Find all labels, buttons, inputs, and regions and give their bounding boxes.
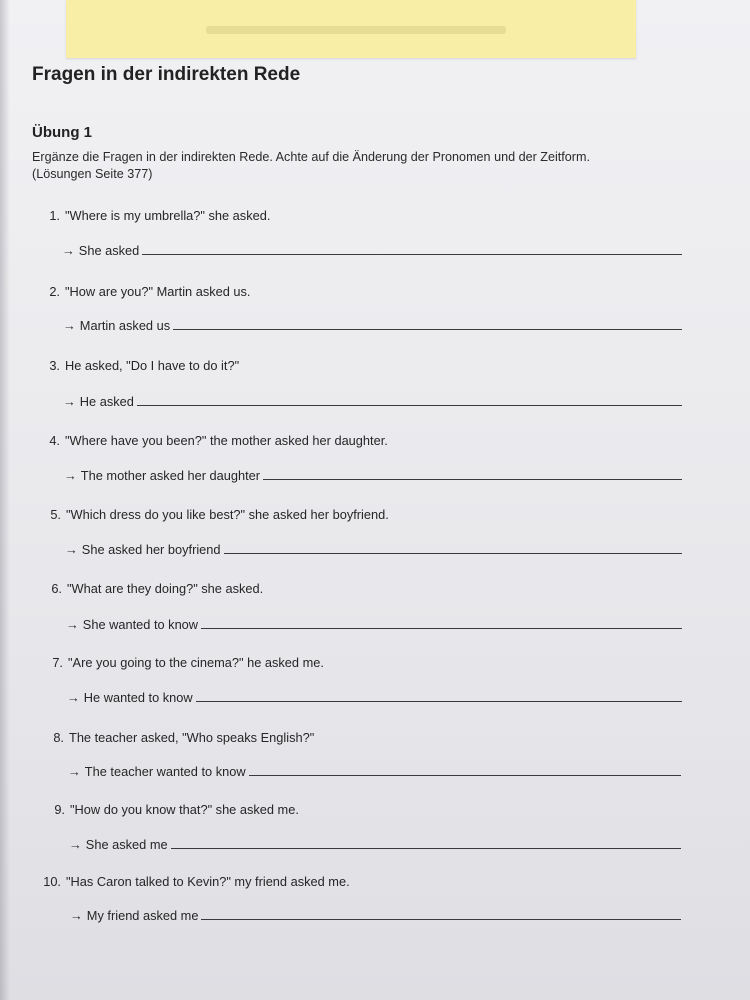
answer-blank[interactable] xyxy=(137,405,682,406)
answer-prompt: She asked her boyfriend xyxy=(81,542,221,557)
arrow-right-icon: → xyxy=(69,837,82,852)
answer-prompt: He asked xyxy=(79,394,134,409)
arrow-right-icon: → xyxy=(66,617,79,632)
question-3 xyxy=(40,358,239,373)
answer-blank[interactable] xyxy=(224,553,682,554)
answer-prompt: The teacher wanted to know xyxy=(84,764,246,779)
answer-blank[interactable] xyxy=(263,479,682,480)
answer-blank[interactable] xyxy=(201,628,682,629)
arrow-right-icon: → xyxy=(67,690,80,705)
question-text: The teacher asked, "Who speaks English?" xyxy=(69,730,315,745)
question-number: 6. xyxy=(51,581,62,596)
exercise-heading: Übung 1 xyxy=(32,124,92,141)
question-number: 5. xyxy=(50,507,61,522)
question-number: 1. xyxy=(49,208,60,223)
arrow-right-icon: → xyxy=(64,468,77,483)
question-number: 3. xyxy=(49,358,60,373)
sticky-note xyxy=(66,0,636,58)
question-text: "Are you going to the cinema?" he asked me. xyxy=(68,655,324,670)
answer-line-10 xyxy=(70,908,681,923)
answer-line-3 xyxy=(63,394,682,409)
question-number: 9. xyxy=(54,802,65,817)
answer-blank[interactable] xyxy=(173,329,682,330)
answer-prompt: She wanted to know xyxy=(82,617,199,632)
question-2 xyxy=(40,284,250,299)
question-text: He asked, "Do I have to do it?" xyxy=(65,358,240,373)
instruction-line-2: (Lösungen Seite 377) xyxy=(32,167,153,181)
question-text: "How are you?" Martin asked us. xyxy=(65,284,251,299)
exercise-instructions xyxy=(32,149,672,183)
question-text: "What are they doing?" she asked. xyxy=(67,581,264,596)
question-1 xyxy=(40,208,270,223)
instruction-line-1: Ergänze die Fragen in der indirekten Rede. Achte auf die Änderung der Pronomen und der Zeitform. xyxy=(32,150,590,164)
answer-prompt: He wanted to know xyxy=(83,690,193,705)
question-number: 7. xyxy=(52,655,63,670)
answer-prompt: My friend asked me xyxy=(86,908,199,923)
answer-line-7 xyxy=(67,690,682,705)
answer-blank[interactable] xyxy=(171,848,681,849)
answer-line-9 xyxy=(69,837,681,852)
answer-line-1 xyxy=(62,243,682,258)
answer-line-5 xyxy=(65,542,682,557)
question-number: 8. xyxy=(53,730,64,745)
question-number: 4. xyxy=(49,433,60,448)
page-edge-shadow xyxy=(0,0,10,1000)
question-text: "How do you know that?" she asked me. xyxy=(70,802,299,817)
arrow-right-icon: → xyxy=(63,318,76,333)
question-number: 10. xyxy=(43,874,61,889)
arrow-right-icon: → xyxy=(63,394,76,409)
arrow-right-icon: → xyxy=(68,764,81,779)
question-8 xyxy=(44,730,314,745)
question-number: 2. xyxy=(49,284,60,299)
question-9 xyxy=(45,802,299,817)
question-text: "Where is my umbrella?" she asked. xyxy=(65,208,271,223)
answer-line-2 xyxy=(63,318,682,333)
page-title: Fragen in der indirekten Rede xyxy=(32,64,301,85)
answer-blank[interactable] xyxy=(249,775,681,776)
answer-blank[interactable] xyxy=(142,254,682,255)
arrow-right-icon: → xyxy=(65,542,78,557)
answer-line-6 xyxy=(66,617,682,632)
question-7 xyxy=(43,655,324,670)
question-text: "Which dress do you like best?" she asked her boyfriend. xyxy=(66,507,389,522)
arrow-right-icon: → xyxy=(70,908,83,923)
answer-prompt: She asked xyxy=(78,243,140,258)
answer-prompt: Martin asked us xyxy=(79,318,171,333)
answer-blank[interactable] xyxy=(201,919,681,920)
answer-line-8 xyxy=(68,764,681,779)
arrow-right-icon: → xyxy=(62,243,75,258)
answer-prompt: She asked me xyxy=(85,837,168,852)
question-6 xyxy=(42,581,263,596)
answer-prompt: The mother asked her daughter xyxy=(80,468,261,483)
question-text: "Has Caron talked to Kevin?" my friend asked me. xyxy=(66,874,350,889)
question-4 xyxy=(40,433,388,448)
question-10 xyxy=(41,874,350,889)
question-5 xyxy=(41,507,389,522)
question-text: "Where have you been?" the mother asked her daughter. xyxy=(65,433,388,448)
sticky-note-faint-writing xyxy=(206,26,506,34)
answer-line-4 xyxy=(64,468,682,483)
answer-blank[interactable] xyxy=(196,701,682,702)
